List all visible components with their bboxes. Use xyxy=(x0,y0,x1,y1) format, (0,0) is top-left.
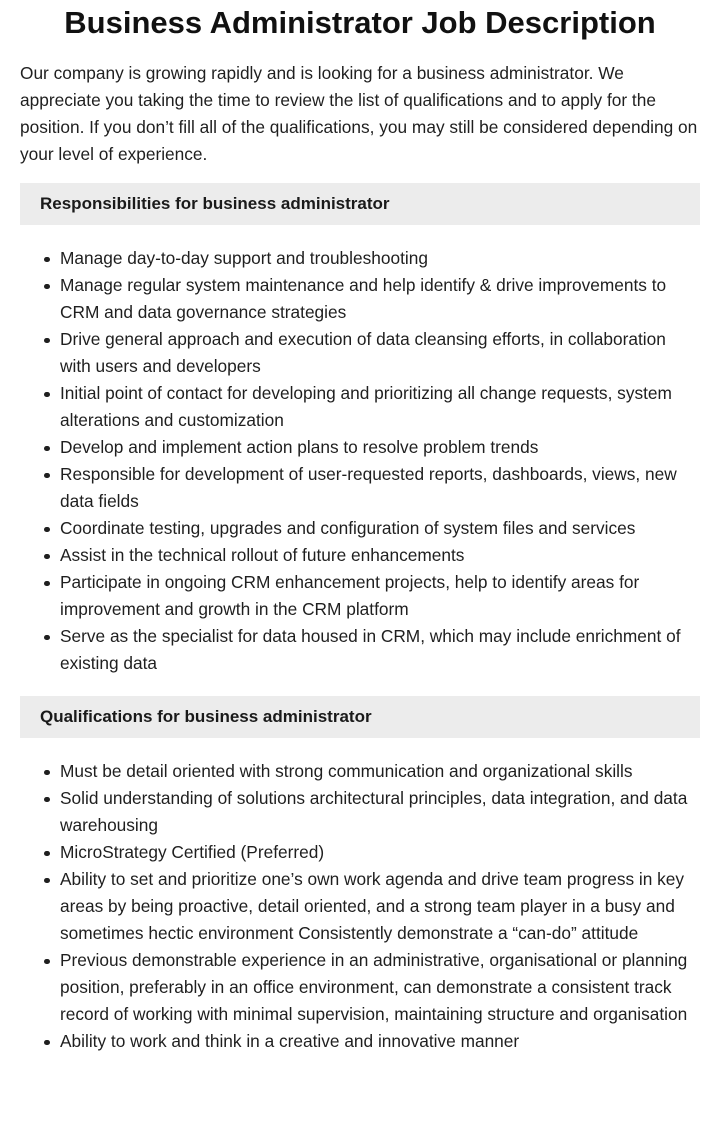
list-item-text: MicroStrategy Certified (Preferred) xyxy=(60,842,325,862)
list-item-text: Manage day-to-day support and troubleshooting xyxy=(60,248,428,268)
list-item-text: Serve as the specialist for data housed in CRM, which may include enrichment of existing data xyxy=(60,626,681,673)
list-item-text: Solid understanding of solutions architectural principles, data integration, and data warehousing xyxy=(60,788,688,835)
bullet-icon xyxy=(42,380,60,407)
bullet-icon xyxy=(42,758,60,785)
list-item xyxy=(60,326,700,380)
list-item xyxy=(60,272,700,326)
list-item-text: Ability to set and prioritize one’s own work agenda and drive team progress in key areas by being proactive, detail oriented, and a strong team player in a busy and sometimes hectic environment Consistently demonstrate a “can-do” attitude xyxy=(60,869,685,943)
bullet-icon xyxy=(42,515,60,542)
list-item-text: Manage regular system maintenance and help identify & drive improvements to CRM and data governance strategies xyxy=(60,275,667,322)
bullet-icon xyxy=(42,326,60,353)
list-item xyxy=(60,569,700,623)
list-item-text: Must be detail oriented with strong communication and organizational skills xyxy=(60,761,633,781)
bullet-icon xyxy=(42,866,60,893)
list-item-text: Coordinate testing, upgrades and configuration of system files and services xyxy=(60,518,636,538)
list-item xyxy=(60,839,700,866)
list-item xyxy=(60,785,700,839)
bullet-icon xyxy=(42,839,60,866)
bullet-icon xyxy=(42,785,60,812)
responsibilities-list xyxy=(20,245,700,677)
bullet-icon xyxy=(42,272,60,299)
page-title: Business Administrator Job Description xyxy=(64,5,656,40)
list-item xyxy=(60,245,700,272)
bullet-icon xyxy=(42,947,60,974)
bullet-icon xyxy=(42,1028,60,1055)
list-item-text: Assist in the technical rollout of future enhancements xyxy=(60,545,465,565)
qualifications-heading: Qualifications for business administrator xyxy=(20,696,700,738)
list-item-text: Develop and implement action plans to resolve problem trends xyxy=(60,437,539,457)
list-item xyxy=(60,380,700,434)
bullet-icon xyxy=(42,434,60,461)
list-item-text: Ability to work and think in a creative and innovative manner xyxy=(60,1031,520,1051)
intro-paragraph: Our company is growing rapidly and is looking for a business administrator. We appreciate you taking the time to review the list of qualifications and to apply for the position. If you don’t fill all of the qualifications, you may still be considered depending on your level of experience. xyxy=(20,63,698,164)
list-item-text: Previous demonstrable experience in an administrative, organisational or planning position, preferably in an office environment, can demonstrate a consistent track record of working with minimal supervision, maintaining structure and organisation xyxy=(60,950,688,1024)
list-item-text: Initial point of contact for developing and prioritizing all change requests, system alterations and customization xyxy=(60,383,672,430)
list-item xyxy=(60,1028,700,1055)
list-item xyxy=(60,866,700,947)
list-item-text: Responsible for development of user-requested reports, dashboards, views, new data fields xyxy=(60,464,677,511)
list-item xyxy=(60,434,700,461)
bullet-icon xyxy=(42,461,60,488)
qualifications-list xyxy=(20,758,700,1055)
list-item xyxy=(60,515,700,542)
list-item xyxy=(60,623,700,677)
list-item xyxy=(60,461,700,515)
bullet-icon xyxy=(42,569,60,596)
bullet-icon xyxy=(42,623,60,650)
list-item-text: Drive general approach and execution of data cleansing efforts, in collaboration with users and developers xyxy=(60,329,666,376)
list-item xyxy=(60,542,700,569)
bullet-icon xyxy=(42,542,60,569)
list-item-text: Participate in ongoing CRM enhancement projects, help to identify areas for improvement and growth in the CRM platform xyxy=(60,572,640,619)
bullet-icon xyxy=(42,245,60,272)
responsibilities-heading: Responsibilities for business administrator xyxy=(20,183,700,225)
list-item xyxy=(60,947,700,1028)
list-item xyxy=(60,758,700,785)
